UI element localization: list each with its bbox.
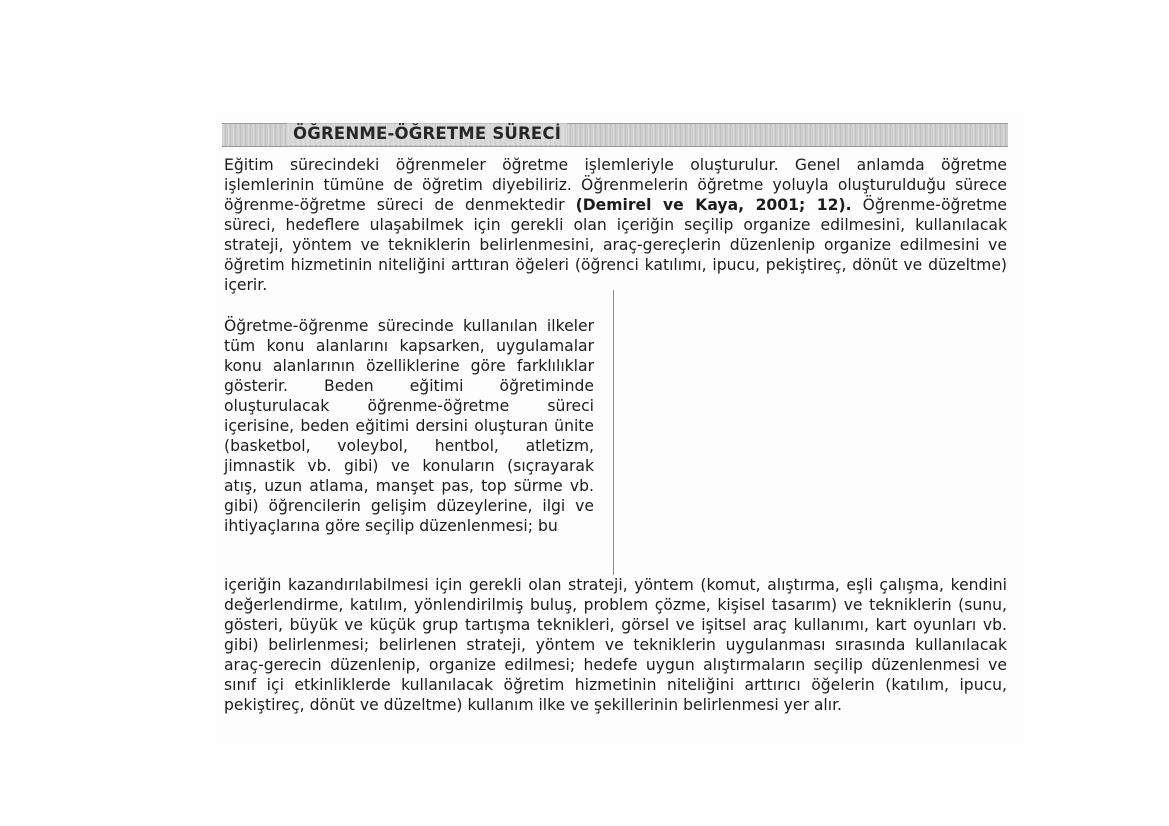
paragraph-intro-text-2: Öğrenme-öğretme süreci, hedeflere ulaşabilmek için gerekli olan içeriğin seçilip organize edilmesini, kullanılacak strateji, yöntem ve tekniklerin belirlenmesini, araç-gereçlerin düzenlenip organize edilmesini ve öğretim hizmetinin niteliğini arttıran öğeleri (öğrenci katılımı, ipucu, pekiştireç, dönüt ve düzeltme) içerir. [224, 196, 1007, 294]
citation: (Demirel ve Kaya, 2001; 12). [575, 196, 852, 214]
figure-frame-edge [613, 290, 614, 575]
paragraph-intro-text-1: Eğitim sürecindeki öğrenmeler öğretme işlemleriyle oluşturulur. Genel anlamda öğretme işlemlerinin tümüne de öğretim diyebiliriz. Öğrenmelerin öğretme yoluyla oluşturulduğu sürece öğrenme-öğretme süreci de denmektedir [224, 156, 1007, 214]
section-heading: ÖĞRENME-ÖĞRETME SÜRECİ [287, 123, 567, 145]
paragraph-intro [224, 155, 1007, 295]
paragraph-physical-education: Öğretme-öğrenme sürecinde kullanılan ilkeler tüm konu alanlarını kapsarken, uygulamalar konu alanlarının özelliklerine göre farklılıklar gösterir. Beden eğitimi öğretiminde oluşturulacak öğrenme-öğretme süreci içerisine, beden eğitimi dersini oluşturan ünite (basketbol, voleybol, hentbol, atletizm, jimnastik vb. gibi) ve konuların (sıçrayarak atış, uzun atlama, manşet pas, top sürme vb. gibi) öğrencilerin gelişim düzeylerine, ilgi ve ihtiyaçlarına göre seçilip düzenlenmesi; bu [224, 317, 594, 535]
paragraph-content-strategies: içeriğin kazandırılabilmesi için gerekli olan strateji, yöntem (komut, alıştırma, eşli çalışma, kendini değerlendirme, katılım, yönlendirilmiş buluş, problem çözme, kişisel tasarım) ve tekniklerin (sunu, gösteri, büyük ve küçük grup tartışma teknikleri, görsel ve işitsel araç kullanımı, kart oyunları vb. gibi) belirlenmesi; belirlenen strateji, yöntem ve tekniklerin uygulanması sırasında kullanılacak araç-gerecin düzenlenip, organize edilmesi; hedefe uygun alıştırmaların seçilip düzenlenmesi ve sınıf içi etkinliklerde kullanılacak öğretim hizmetinin niteliğini arttırıcı öğelerin (katılım, ipucu, pekiştireç, dönüt ve düzeltme) kullanım ilke ve şekillerinin belirlenmesi yer alır. [224, 576, 1007, 714]
